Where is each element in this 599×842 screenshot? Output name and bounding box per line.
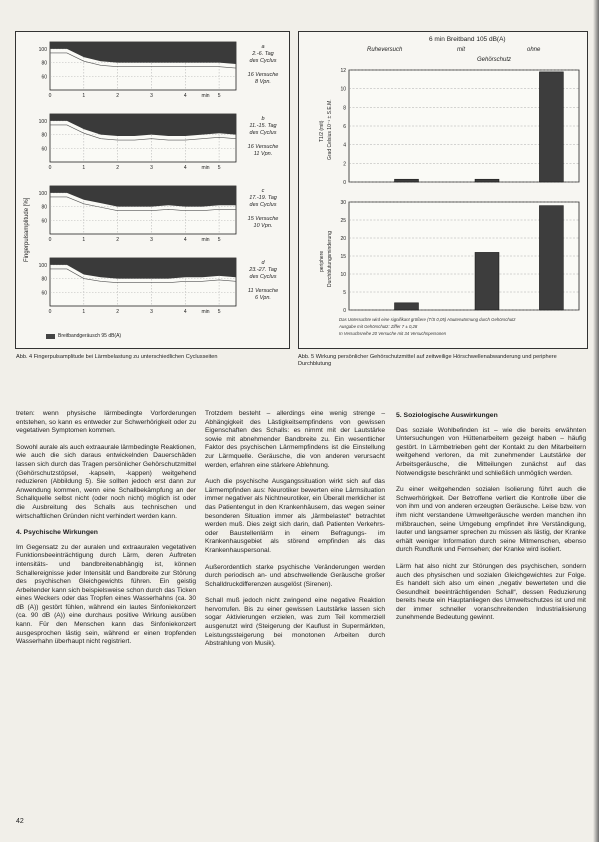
paragraph: Lärm hat also nicht zur Störungen des psychischen, sondern auch des physischen und sozialen Gleichgewichtes zur Folge. Es handelt sich also um einen „negativ bewerteten und die Gesundheit beeinträchtigenden Schall“, dessen Reduzierung bereits heute ein Hauptanliegen des Umweltschutzes ist und mit der immer schneller voranschreitenden Industrialisierung zunehmende Bedeutung gewinnt.: [396, 562, 586, 622]
paragraph: Sowohl aurale als auch extraaurale lärmbedingte Reaktionen, wie auch die sich daraus entwickelnden Dauerschäden lassen sich durch das Tragen persönlicher Gehörschutzmittel (Gehörschutzstöpsel, -kapseln, -kappen) weitgehend reduzieren (Abbildung 5). Sie sollten jedoch erst dann zur Anwendung kommen, wenn eine Schallbekämpfung an der Schallquelle selbst nicht (oder noch nicht) möglich ist oder die Ausbreitung des Schalls aus technischen und wirtschaftlichen Gründen nicht verhindert werden kann.: [16, 443, 196, 520]
panel-label-line: 23.-27. Tag: [249, 267, 277, 273]
paragraph: treten: wenn physische lärmbedingte Vorforderungen entstehen, so kann es entweder zur Schwerhörigkeit oder zu vegetativen Symptomen kommen.: [16, 410, 196, 435]
y-tick-label: 12: [340, 68, 346, 74]
x-tick-label: 5: [217, 237, 221, 243]
y-tick-label: 100: [38, 262, 47, 269]
fig4-legend-label: Breitbandgeräusch 95 dB(A): [58, 333, 122, 339]
fig5-bottom-axis: Durchblutungsminderung: [327, 231, 333, 287]
fig4-caption: Abb. 4 Fingerpulsamplitude bei Lärmbelastung zu unterschiedlichen Cyclusseiten: [16, 354, 218, 360]
x-tick-label: min: [201, 309, 210, 315]
panel-label-line: [238, 209, 288, 216]
fig5-sub-right2: Gehörschutz: [477, 57, 512, 63]
x-tick-label: 0: [48, 309, 52, 315]
x-tick-label: 3: [150, 93, 153, 99]
section-heading: 4. Psychische Wirkungen: [16, 529, 98, 537]
fig5-top-axis: Grad Celsius 10⁻¹ ± S.E.M.: [327, 99, 333, 160]
figure-5: [298, 31, 588, 349]
panel-label-line: [238, 65, 288, 72]
y-tick-label: 100: [38, 190, 47, 197]
x-tick-label: 4: [183, 93, 187, 99]
y-tick-label: 80: [41, 204, 47, 211]
x-tick-label: 4: [183, 237, 187, 243]
panel-label-line: 2.-6. Tag: [252, 51, 274, 57]
paragraph: Zu einer weitgehenden sozialen Isolierung führt auch die Schwerhörigkeit. Der Betroffene verliert die Kontrolle über die von ihm und von anderen erzeugten Geräusche. Leise bzw. von ihm nicht verstandene Umweltgeräusche werden manchen ihn mißbrauchen, seine Umgebung empfindet ihre Verständigung, lauter und langsamer sprechen zu müssen als lästig, der Kranke erhält weniger Information durch seine Mitmenschen, ebenso durch Rundfunk und Fernsehen; der Kranke wird isoliert.: [396, 486, 586, 554]
fig4-panel-label-4: [238, 260, 288, 302]
bar: [539, 206, 563, 310]
paragraph: Trotzdem besteht – allerdings eine wenig strenge – Abhängigkeit des Lästigkeitsempfindens von gewissen Eigenschaften des Schalls: es nimmt mit der Lautstärke sowie mit abnehmender Bandbreite zu. Ein wesentlicher Faktor des psychischen Lärmempfindens ist die Einstellung zur Lärmquelle. Geräusche, die von anderen verursacht werden, erfahren eine stärkere Ablehnung.: [205, 410, 385, 469]
x-tick-label: 1: [82, 309, 86, 315]
y-tick-label: 20: [340, 236, 346, 242]
fig4-panel-label-1: [238, 44, 288, 86]
fig4-panel-4: [39, 258, 236, 315]
y-tick-label: 80: [41, 276, 47, 283]
x-tick-label: min: [201, 237, 210, 243]
bar: [395, 179, 419, 182]
fig4-panel-label-2: [238, 116, 288, 158]
panel-label-line: 6 Vpn.: [255, 295, 271, 301]
panel-label-line: 11 Versuche: [247, 288, 279, 294]
panel-label-line: [238, 281, 288, 288]
fig5-bottom-axis2: periphere: [319, 250, 325, 272]
x-tick-label: 2: [116, 237, 120, 243]
x-tick-label: min: [201, 93, 210, 99]
bar: [395, 303, 419, 310]
panel-label-line: des Cyclus: [249, 202, 277, 208]
bar: [475, 179, 499, 182]
text-column-3: [396, 410, 586, 631]
section-heading: 5. Soziologische Auswirkungen: [396, 412, 498, 419]
y-tick-label: 6: [343, 124, 346, 130]
fig4-ylabel: Fingerpulsamplitude [%]: [24, 197, 30, 262]
fig5-note-1: Das Untersuchte wird eine signifikant größere (T/S 0,05) Hauterwärmung durch Gehörschutz: [339, 317, 516, 322]
y-tick-label: 10: [340, 86, 346, 93]
fig5-top-axis2: T1/2 (mit): [319, 120, 325, 142]
panel-label-line: 8 Vpn.: [255, 79, 271, 85]
y-tick-label: 60: [41, 146, 47, 153]
fig5-bottom-panel: [340, 200, 579, 314]
x-tick-label: 5: [217, 309, 221, 315]
text-column-1: [16, 410, 196, 655]
y-tick-label: 60: [41, 74, 47, 81]
fig5-sub-mid: mit: [457, 47, 465, 53]
legend-swatch: [46, 334, 55, 339]
x-tick-label: 3: [150, 165, 153, 171]
panel-label-line: 11 Vpn.: [253, 151, 273, 157]
y-tick-label: 25: [340, 218, 346, 224]
fig5-sub-right: ohne: [527, 47, 541, 53]
y-tick-label: 8: [343, 105, 346, 112]
panel-label-line: 10 Vpn.: [253, 223, 273, 229]
x-tick-label: 1: [82, 165, 86, 171]
fig4-legend: [46, 333, 121, 339]
x-tick-label: 0: [48, 237, 52, 243]
fig5-top-panel: [340, 68, 579, 186]
paragraph: Schall muß jedoch nicht zwingend eine negative Reaktion hervorrufen. Bis zu einer gewissen Lautstärke lassen sich sogar Aktivierungen erzielen, was zum Teil kommerziell ausgenutzt wird (Steigerung der Kauflust in Supermärkten, Leistungssteigerung bei monotonen Arbeiten durch Abstrahlung von Musik).: [205, 597, 385, 648]
panel-label-line: 17.-19. Tag: [249, 195, 277, 201]
x-tick-label: 1: [82, 237, 86, 243]
fig5-plots: [299, 32, 589, 350]
x-tick-label: 0: [48, 165, 52, 171]
page-number: 42: [16, 818, 24, 825]
paragraph: Auch die psychische Ausgangssituation wirkt sich auf das Lärmempfinden aus: Neurotiker bewerten eine Lärmsituation immer negativer als Nichtneurotiker, ein Überall merklicher ist das Patientengut in den Krankenhäusern, das wegen seiner besonderen Situation immer als „lärmbelastet“ betrachtet werden muß. Dies zeigt sich darin, daß Patienten Verkehrs- oder Baustellenlärm in einem Befragungs- im Krankenhausgebiet als störend empfinden als das Krankenhauspersonal.: [205, 478, 385, 554]
x-tick-label: 5: [217, 165, 221, 171]
y-tick-label: 60: [41, 290, 47, 297]
x-tick-label: 1: [82, 93, 86, 99]
paragraph: Im Gegensatz zu der auralen und extraauralen vegetativen Funktionsbeeinträchtigung durch Lärm, deren Auftreten intensitäts- und bandbreitenabhängig ist, können Schallereignisse jeder Intensität und Bandbreite zur Störung des psychischen Gleichgewichts führen. Ein geistig Arbeitender kann sich beispielsweise schon durch das Ticken eines Weckers oder das Tropfen eines Wasserhahns (ca. 30 dB (A)) gestört fühlen, während ein lautes Sinfoniekonzert (ca. 90 dB (A)) eine durchaus positive Wirkung ausüben kann. Für den Menschen kann das Sinfoniekonzert ausgesprochen lästig sein, während er einen tropfenden Wasserhahn überhaupt nicht registriert.: [16, 543, 196, 646]
fig5-title: 6 min Breitband 105 dB(A): [429, 36, 506, 43]
fig4-panel-1: [39, 42, 236, 99]
fig5-note-3: In Versuchsreihe 20 Versuche mit 34 Versuchspersonen: [339, 331, 447, 336]
panel-label-line: des Cyclus: [249, 274, 277, 280]
y-tick-label: 100: [38, 118, 47, 125]
y-tick-label: 100: [38, 46, 47, 53]
text-column-2: [205, 410, 385, 657]
scan-edge-shadow: [593, 0, 599, 842]
x-tick-label: 0: [48, 93, 52, 99]
fig4-panel-3: [39, 186, 236, 243]
y-tick-label: 60: [41, 218, 47, 225]
y-tick-label: 30: [340, 200, 346, 206]
y-tick-label: 4: [343, 142, 346, 149]
x-tick-label: 2: [116, 93, 120, 99]
fig4-panel-2: [39, 114, 236, 171]
panel-label-line: 16 Versuche: [247, 72, 279, 78]
bar: [475, 252, 499, 310]
panel-label-line: 15 Versuche: [247, 216, 279, 222]
x-tick-label: 3: [150, 237, 153, 243]
panel-label-line: 11.-15. Tag: [249, 123, 277, 129]
panel-label-line: a: [261, 44, 265, 50]
paragraph: Außerordentlich starke psychische Veränderungen werden durch periodisch an- und abschwellende Geräusche großer Schalldruckdifferenzen ausgelöst (Sirenen).: [205, 563, 385, 588]
x-tick-label: 2: [116, 309, 120, 315]
y-tick-label: 10: [340, 272, 346, 278]
panel-label-line: c: [261, 188, 265, 194]
y-tick-label: 15: [340, 254, 346, 260]
x-tick-label: 3: [150, 309, 153, 315]
x-tick-label: 2: [116, 165, 120, 171]
x-tick-label: 4: [183, 309, 187, 315]
y-tick-label: 0: [343, 180, 346, 186]
figure-4: [15, 31, 290, 349]
y-tick-label: 2: [343, 161, 346, 168]
bar: [539, 72, 563, 182]
panel-label-line: b: [261, 116, 265, 122]
paragraph: Das soziale Wohlbefinden ist – wie die bereits erwähnten Untersuchungen von Hüttenarbeitern gezeigt haben – häufig gestört. In Lärmbetrieben geht der Kontakt zu den Mitarbeitern weitgehend verloren, da mit zunehmender Lautstärke der Arbeitsgeräusche, die Mitteilungen zunächst auf das Notwendigste beschränkt und schließlich unmöglich werden.: [396, 426, 586, 477]
fig5-note-2: Ausgabe mit Gehörschutz: Ziffer 7 ± 0,28: [339, 324, 418, 329]
panel-label-line: des Cyclus: [249, 58, 277, 64]
x-tick-label: 4: [183, 165, 187, 171]
y-tick-label: 80: [41, 60, 47, 67]
fig4-panel-label-3: [238, 188, 288, 230]
x-tick-label: 5: [217, 93, 221, 99]
fig5-sub-left: Ruheversuch: [367, 47, 403, 53]
y-tick-label: 5: [343, 290, 346, 296]
panel-label-line: des Cyclus: [249, 130, 277, 136]
fig5-caption: Abb. 5 Wirkung persönlicher Gehörschutzmittel auf zeitweilige Hörschwellenabwanderung und periphere Durchblutung: [298, 354, 557, 367]
panel-label-line: [238, 137, 288, 144]
y-tick-label: 0: [343, 308, 346, 314]
panel-label-line: d: [261, 260, 265, 266]
panel-label-line: 16 Versuche: [247, 144, 279, 150]
x-tick-label: min: [201, 165, 210, 171]
y-tick-label: 80: [41, 132, 47, 139]
